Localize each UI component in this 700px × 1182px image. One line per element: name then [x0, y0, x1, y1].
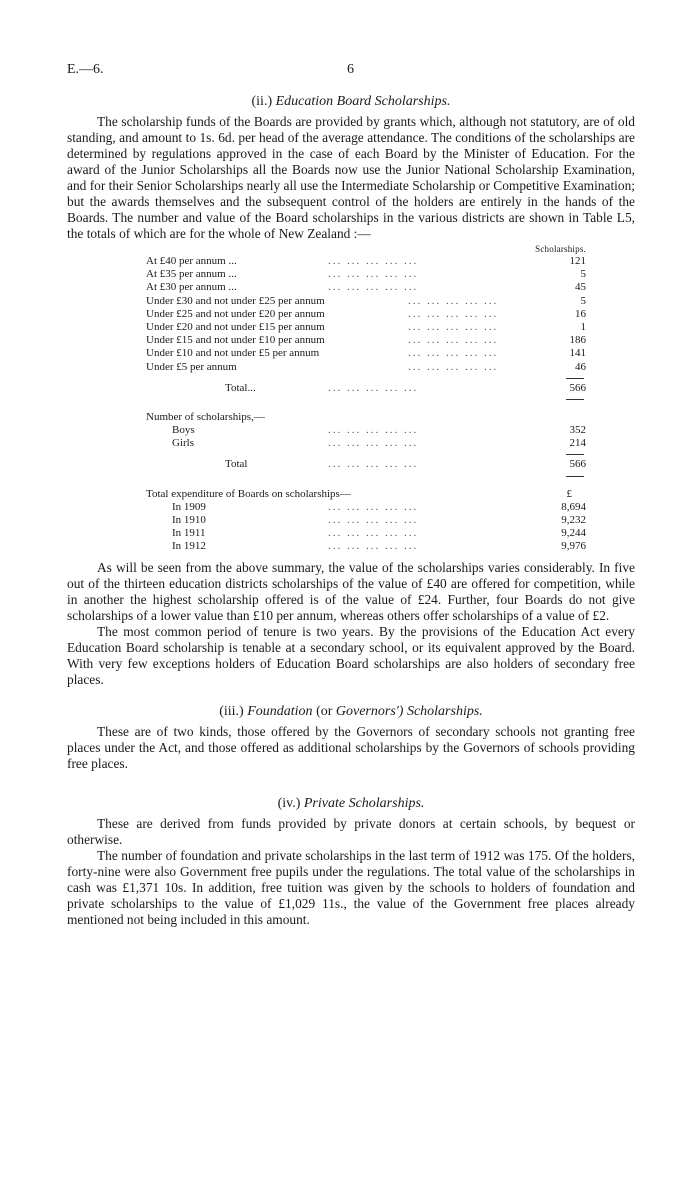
row-label: Girls — [172, 437, 194, 450]
paragraph: These are derived from funds provided by private donors at certain schools, by bequest or otherwise. — [67, 815, 635, 847]
heading-number: (ii.) — [251, 94, 273, 109]
paragraph: The most common period of tenure is two years. By the provisions of the Education Act every Education Board scholarship is tenable at a secondary school, or its equivalent approved by the Board. With very few exceptions holders of Education Board scholarships are also holders of secondary free places. — [67, 623, 635, 687]
row-label: Under £5 per annum — [146, 360, 237, 373]
rates-rows — [146, 255, 586, 374]
row-value: 566 — [569, 381, 586, 394]
divider — [146, 395, 586, 403]
divider — [146, 374, 586, 382]
table-row — [146, 540, 586, 553]
heading-title-d: Scholarships. — [406, 703, 483, 719]
scholarship-summary-table — [146, 242, 586, 554]
leader-dots: ... ... ... ... ... — [328, 540, 419, 553]
row-label: In 1909 — [172, 500, 206, 513]
row-label: Under £25 and not under £20 per annum — [146, 307, 325, 320]
section-heading-private-scholarships — [67, 796, 635, 812]
leader-dots: ... ... ... ... ... — [408, 320, 499, 333]
table-row — [146, 437, 586, 450]
row-label: Total — [225, 458, 248, 471]
currency-symbol: £ — [566, 487, 572, 500]
document-reference: E.—6. — [67, 62, 104, 77]
row-value: 186 — [569, 334, 586, 347]
column-header-label: Scholarships. — [535, 244, 586, 254]
page-number: 6 — [347, 62, 354, 77]
row-value: 1 — [580, 320, 586, 333]
table-row — [146, 514, 586, 527]
paragraph: The number of foundation and private scholarships in the last term of 1912 was 175. Of the holders, forty-nine were also Government free pupils under the regulations. The total value of the scholarships in cash was £1,371 10s. In addition, free tuition was given by the schools to holders of foundation and private scholarships to the value of £1,029 11s., the value of the Government free places already mentioned not being included in this amount. — [67, 847, 635, 927]
row-value: 566 — [569, 458, 586, 471]
row-label: Under £15 and not under £10 per annum — [146, 334, 325, 347]
row-value: 46 — [575, 360, 586, 373]
leader-dots: ... ... ... ... ... — [328, 514, 419, 526]
page-header — [67, 62, 635, 88]
leader-dots: ... ... ... ... ... — [408, 347, 499, 360]
table-row — [146, 527, 586, 540]
row-label: Total... — [225, 381, 256, 394]
table-row — [146, 295, 586, 308]
paragraph: These are of two kinds, those offered by the Governors of secondary schools not granting free places under the Act, and those offered as additional scholarships by the Governors of schools providing free places. — [67, 723, 635, 771]
row-value: 45 — [575, 281, 586, 294]
leader-dots: ... ... ... ... ... — [328, 268, 419, 281]
row-label: At £40 per annum ... — [146, 255, 237, 267]
section-heading-foundation-scholarships — [67, 704, 635, 720]
table-row — [146, 347, 586, 360]
row-label: Under £30 and not under £25 per annum — [146, 294, 325, 307]
row-value: 8,694 — [561, 500, 586, 513]
table-row-total — [146, 382, 586, 395]
leader-dots: ... ... ... ... ... — [328, 381, 419, 394]
table-row — [146, 268, 586, 281]
document-page — [67, 62, 635, 928]
row-label: Number of scholarships,— — [146, 410, 265, 423]
table-row — [146, 321, 586, 334]
table-row — [146, 361, 586, 374]
leader-dots: ... ... ... ... ... — [328, 255, 419, 267]
heading-title: Education Board Scholarships. — [275, 94, 451, 109]
row-label: In 1910 — [172, 514, 206, 526]
leader-dots: ... ... ... ... ... — [328, 281, 419, 294]
heading-number: (iv.) — [277, 795, 301, 811]
table-row-total — [146, 458, 586, 471]
leader-dots: ... ... ... ... ... — [408, 334, 499, 347]
row-label: Under £20 and not under £15 per annum — [146, 320, 325, 333]
heading-number: (iii.) — [219, 703, 244, 719]
leader-dots: ... ... ... ... ... — [328, 424, 419, 437]
table-row — [146, 334, 586, 347]
leader-dots: ... ... ... ... ... — [408, 360, 499, 373]
row-value: 121 — [569, 255, 586, 267]
row-value: 5 — [580, 294, 586, 307]
table-row — [146, 501, 586, 514]
row-label: At £30 per annum ... — [146, 281, 237, 294]
paragraph: The scholarship funds of the Boards are provided by grants which, although not statutory, are of old standing, and amount to 1s. 6d. per head of the average attendance. The conditions of the scholarships are determined by regulations approved in the case of each Board by the Minister of Education. For the award of the Junior Scholarships all the Boards now use the Junior National Scholarship Examination, and for their Senior Scholarships nearly all use the Intermediate Scholarship or Competitive Examination; but the awards themselves and the subsequent control of the holders are entirely in the hands of the Boards. The number and value of the Board scholarships in the various districts are shown in Table L5, the totals of which are for the whole of New Zealand :— — [67, 114, 635, 241]
leader-dots: ... ... ... ... ... — [328, 500, 419, 513]
row-label: At £35 per annum ... — [146, 268, 237, 281]
heading-title-b: (or — [316, 703, 333, 719]
heading-title-a: Foundation — [247, 703, 313, 719]
row-value: 9,232 — [561, 514, 586, 526]
row-value: 16 — [575, 307, 586, 320]
row-value: 9,976 — [561, 540, 586, 553]
divider — [146, 450, 586, 458]
table-row — [146, 424, 586, 437]
subheading-row — [146, 488, 586, 501]
row-value: 9,244 — [561, 527, 586, 540]
heading-title-c: Governors') — [335, 703, 404, 719]
row-label: In 1912 — [172, 540, 206, 553]
leader-dots: ... ... ... ... ... — [408, 294, 499, 307]
leader-dots: ... ... ... ... ... — [328, 527, 419, 540]
subheading-row — [146, 411, 586, 424]
divider — [146, 472, 586, 480]
year-rows — [146, 501, 586, 554]
table-row — [146, 281, 586, 294]
row-value: 352 — [569, 424, 586, 437]
row-value: 5 — [580, 268, 586, 281]
leader-dots: ... ... ... ... ... — [408, 307, 499, 320]
section-heading-board-scholarships — [67, 94, 635, 110]
column-header — [146, 242, 586, 255]
leader-dots: ... ... ... ... ... — [328, 458, 419, 471]
row-label: In 1911 — [172, 527, 206, 540]
sex-rows — [146, 424, 586, 450]
table-row — [146, 255, 586, 268]
leader-dots: ... ... ... ... ... — [328, 437, 419, 450]
row-value: 214 — [569, 437, 586, 450]
heading-title: Private Scholarships. — [303, 795, 425, 811]
row-label: Under £10 and not under £5 per annum — [146, 347, 320, 360]
table-row — [146, 308, 586, 321]
row-label: Total expenditure of Boards on scholarships— — [146, 487, 351, 500]
row-value: 141 — [569, 347, 586, 360]
paragraph: As will be seen from the above summary, the value of the scholarships varies considerably. In five out of the thirteen education districts scholarships of the value of £40 are offered for competition, while in another the highest scholarship offered is of the value of £24. Further, four Boards do not give scholarships of a lower value than £10 per annum, whereas others offer scholarships of a value of £2. — [67, 559, 635, 623]
row-label: Boys — [172, 424, 195, 437]
